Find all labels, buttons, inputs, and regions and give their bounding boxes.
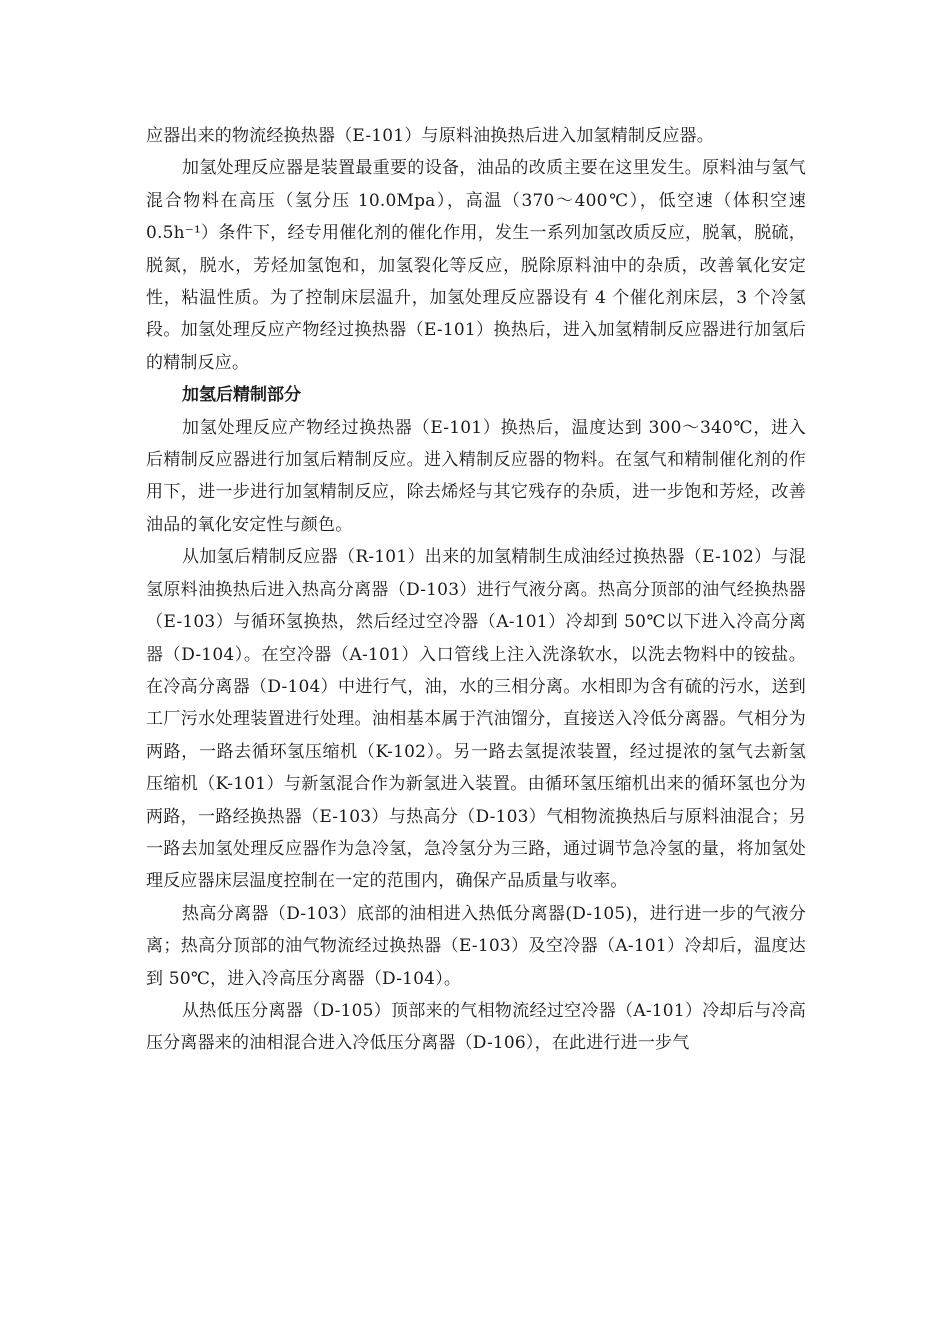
- paragraph-hot-low-pressure-separator: 从热低压分离器（D-105）顶部来的气相物流经过空冷器（A-101）冷却后与冷高压分离器来的油相混合进入冷低压分离器（D-106），在此进行进一步气: [146, 1000, 806, 1054]
- paragraph-hot-high-pressure-separator: 热高分离器（D-103）底部的油相进入热低分离器(D-105)，进行进一步的气液分离；热高分顶部的油气物流经过换热器（E-103）及空冷器（A-101）冷却后，温度达到 50℃，进入冷高压分离器（D-104）。: [146, 903, 806, 989]
- paragraph-hydrotreating-reactor: 加氢处理反应器是装置最重要的设备，油品的改质主要在这里发生。原料油与氢气混合物料在高压（氢分压 10.0Mpa），高温（370～400℃），低空速（体积空速 0.5h⁻¹）条件下，经专用催化剂的催化作用，发生一系列加氢改质反应，脱氧，脱硫，脱氮，脱水，芳烃加氢饱和，加氢裂化等反应，脱除原料油中的杂质，改善氧化安定性，粘温性质。为了控制床层温升，加氢处理反应器设有 4 个催化剂床层，3 个冷氢段。加氢处理反应产物经过换热器（E-101）换热后，进入加氢精制反应器进行加氢后的精制反应。: [146, 158, 806, 373]
- section-heading-post-refining: 加氢后精制部分: [182, 385, 301, 406]
- paragraph-post-refining-reactor: 加氢处理反应产物经过换热器（E-101）换热后，温度达到 300～340℃，进入后精制反应器进行加氢后精制反应。进入精制反应器的物料。在氢气和精制催化剂的作用下，进一步进行加氢精制反应，除去烯烃与其它残存的杂质，进一步饱和芳烃，改善油品的氧化安定性与颜色。: [146, 417, 806, 535]
- paragraph-separation-process: 从加氢后精制反应器（R-101）出来的加氢精制生成油经过换热器（E-102）与混氢原料油换热后进入热高分离器（D-103）进行气液分离。热高分顶部的油气经换热器（E-103）与循环氢换热，然后经过空冷器（A-101）冷却到 50℃以下进入冷高分离器（D-104）。在空冷器（A-101）入口管线上注入洗涤软水，以洗去物料中的铵盐。在冷高分离器（D-104）中进行气，油，水的三相分离。水相即为含有硫的污水，送到工厂污水处理装置进行处理。油相基本属于汽油馏分，直接送入冷低分离器。气相分为两路，一路去循环氢压缩机（K-102）。另一路去氢提浓装置，经过提浓的氢气去新氢压缩机（K-101）与新氢混合作为新氢进入装置。由循环氢压缩机出来的循环氢也分为两路，一路经换热器（E-103）与热高分（D-103）气相物流换热后与原料油混合；另一路去加氢处理反应器作为急冷氢，急冷氢分为三路，通过调节急冷氢的量，将加氢处理反应器床层温度控制在一定的范围内，确保产品质量与收率。: [146, 547, 806, 892]
- body-text: [146, 120, 806, 1060]
- paragraph-continuation: 应器出来的物流经换热器（E-101）与原料油换热后进入加氢精制反应器。: [146, 126, 714, 146]
